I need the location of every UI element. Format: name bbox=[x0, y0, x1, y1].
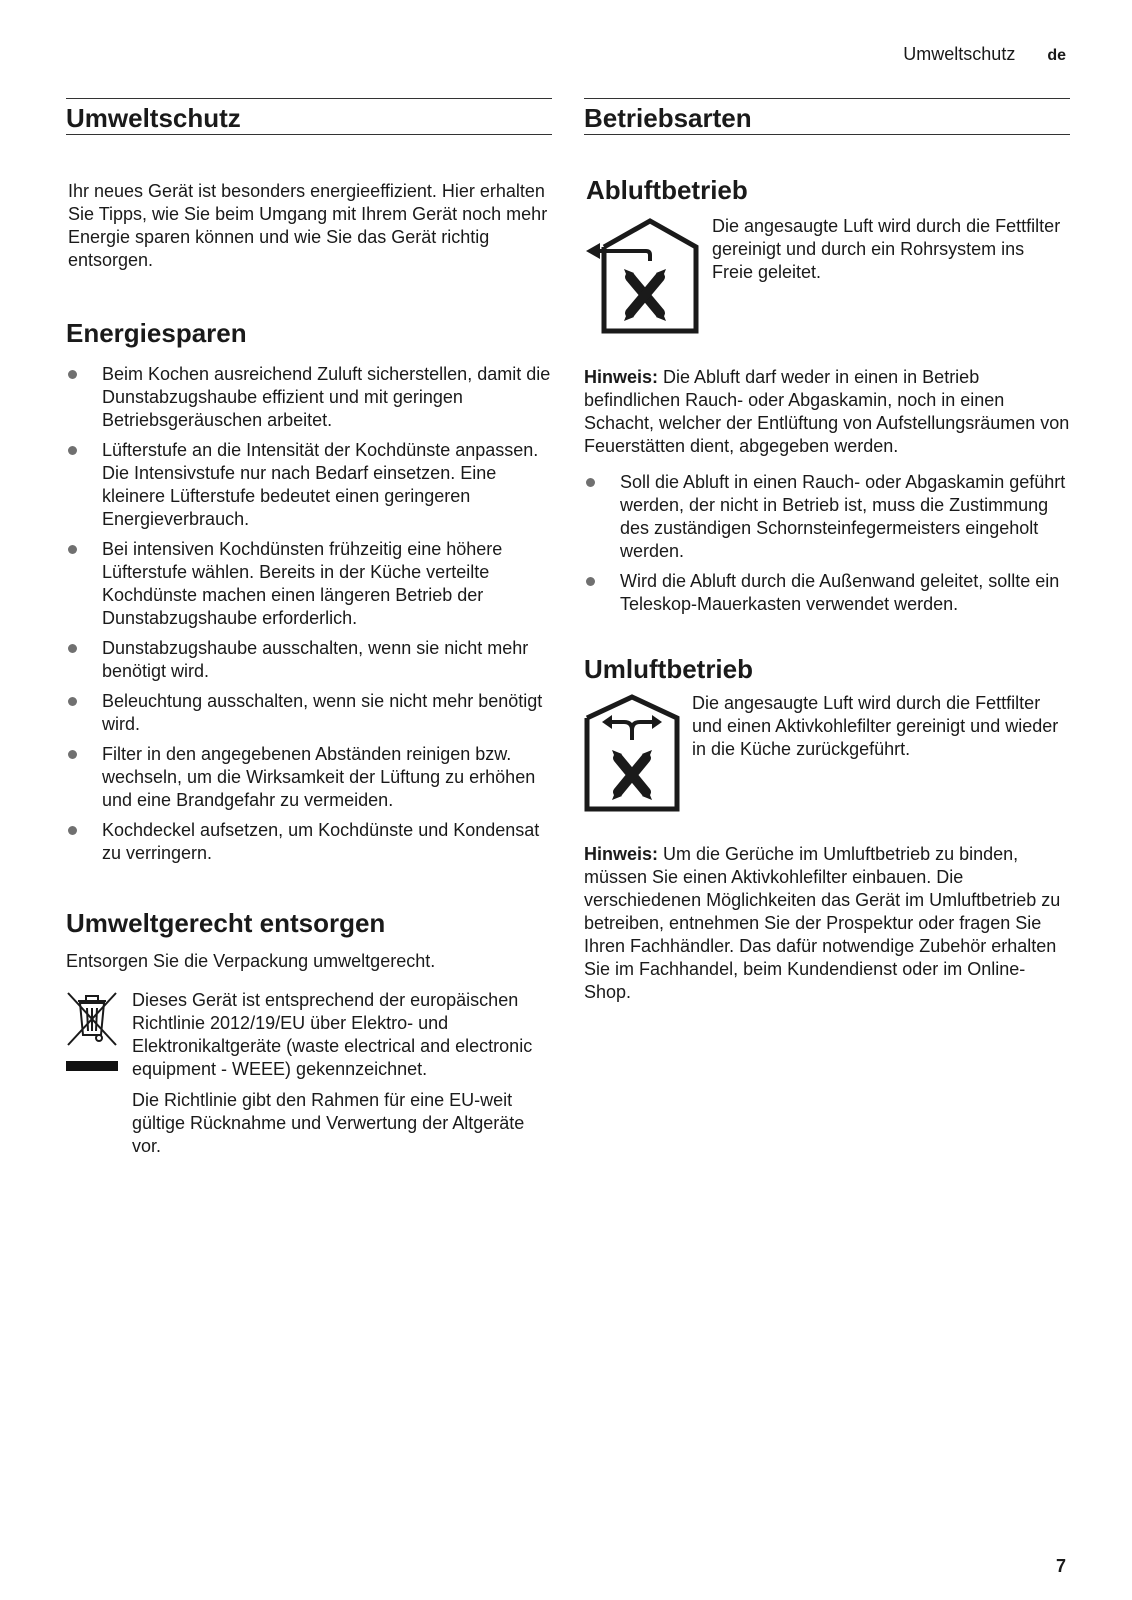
running-header bbox=[903, 44, 1066, 65]
exhaust-mode-icon bbox=[584, 217, 712, 340]
disposal-title: Umweltgerecht entsorgen bbox=[66, 908, 386, 938]
section-title-operating-modes: Betriebsarten bbox=[584, 98, 1070, 135]
list-item: Lüfterstufe an die Intensität der Kochdünste anpassen. Die Intensivstufe nur nach Bedarf einsetzen. Eine kleinere Lüfterstufe bedeutet einen geringeren Energieverbrauch. bbox=[66, 439, 552, 531]
note-label: Hinweis: bbox=[584, 367, 659, 387]
exhaust-mode-block bbox=[584, 217, 1070, 340]
note-label: Hinweis: bbox=[584, 844, 659, 864]
exhaust-note bbox=[584, 366, 1070, 458]
note-text: Die Abluft darf weder in einen in Betrieb befindlichen Rauch- oder Abgaskamin, noch in einen Schacht, welcher der Entlüftung von Aufstellungsräumen von Feuerstätten dient, abgegeben werden. bbox=[584, 367, 1070, 456]
recirculation-mode-icon bbox=[584, 694, 692, 817]
weee-crossed-bin-icon bbox=[66, 989, 128, 1158]
list-item: Kochdeckel aufsetzen, um Kochdünste und Kondensat zu verringern. bbox=[66, 819, 552, 865]
language-code: de bbox=[1047, 47, 1066, 64]
weee-block bbox=[66, 989, 552, 1158]
energy-saving-list bbox=[66, 363, 552, 865]
list-item: Beim Kochen ausreichend Zuluft sicherstellen, damit die Dunstabzugshaube effizient und mit geringen Betriebsgeräuschen arbeitet. bbox=[66, 363, 552, 432]
list-item: Wird die Abluft durch die Außenwand geleitet, sollte ein Teleskop-Mauerkasten verwendet werden. bbox=[584, 570, 1070, 616]
note-text: Um die Gerüche im Umluftbetrieb zu binden, müssen Sie einen Aktivkohlefilter einbauen. Die verschiedenen Möglichkeiten das Gerät im Umluftbetrieb zu betreiben, entnehmen Sie der Prospektur oder fragen Sie Ihren Fachhändler. Das dafür notwendige Zubehör erhalten Sie im Fachhandel, beim Kundendienst oder im Online-Shop. bbox=[584, 844, 1061, 1002]
list-item: Dunstabzugshaube ausschalten, wenn sie nicht mehr benötigt wird. bbox=[66, 637, 552, 683]
recirculation-mode-block bbox=[584, 694, 1070, 817]
exhaust-mode-description: Die angesaugte Luft wird durch die Fettfilter gereinigt und durch ein Rohrsystem ins Freie geleitet. bbox=[712, 216, 1061, 282]
list-item: Soll die Abluft in einen Rauch- oder Abgaskamin geführt werden, der nicht in Betrieb ist, muss die Zustimmung des zuständigen Schornsteinfegermeisters eingeholt werden. bbox=[584, 471, 1070, 563]
recirculation-mode-description: Die angesaugte Luft wird durch die Fettfilter und einen Aktivkohlefilter gereinigt und wieder in die Küche zurückgeführt. bbox=[692, 693, 1059, 759]
energy-saving-title: Energiesparen bbox=[66, 318, 247, 348]
list-item: Beleuchtung ausschalten, wenn sie nicht mehr benötigt wird. bbox=[66, 690, 552, 736]
weee-description: Dieses Gerät ist entsprechend der europäischen Richtlinie 2012/19/EU über Elektro- und Elektronikaltgeräte (waste electrical and electronic equipment - WEEE) gekennzeichnet. bbox=[132, 990, 533, 1079]
running-header-section: Umweltschutz bbox=[903, 44, 1016, 64]
list-item: Filter in den angegebenen Abständen reinigen bzw. wechseln, um die Wirksamkeit der Lüftung zu erhöhen und eine Brandgefahr zu vermeiden. bbox=[66, 743, 552, 812]
list-item: Bei intensiven Kochdünsten frühzeitig eine höhere Lüfterstufe wählen. Bereits in der Küche verteilte Kochdünste machen einen längeren Betrieb der Dunstabzugshaube erforderlich. bbox=[66, 538, 552, 630]
weee-directive-note: Die Richtlinie gibt den Rahmen für eine EU-weit gültige Rücknahme und Verwertung der Altgeräte vor. bbox=[132, 1090, 525, 1156]
recirculation-note bbox=[584, 843, 1070, 1004]
right-column bbox=[584, 98, 1070, 1004]
environment-intro: Ihr neues Gerät ist besonders energieeffizient. Hier erhalten Sie Tipps, wie Sie beim Umgang mit Ihrem Gerät noch mehr Energie sparen können und wie Sie das Gerät richtig entsorgen. bbox=[68, 181, 548, 270]
section-title-environment: Umweltschutz bbox=[66, 98, 552, 135]
exhaust-mode-title: Abluftbetrieb bbox=[586, 175, 748, 205]
recirculation-mode-title: Umluftbetrieb bbox=[584, 654, 753, 684]
page-number: 7 bbox=[1055, 1556, 1066, 1576]
left-column bbox=[66, 98, 552, 1158]
disposal-intro: Entsorgen Sie die Verpackung umweltgerecht. bbox=[66, 951, 436, 971]
exhaust-list bbox=[584, 471, 1070, 616]
